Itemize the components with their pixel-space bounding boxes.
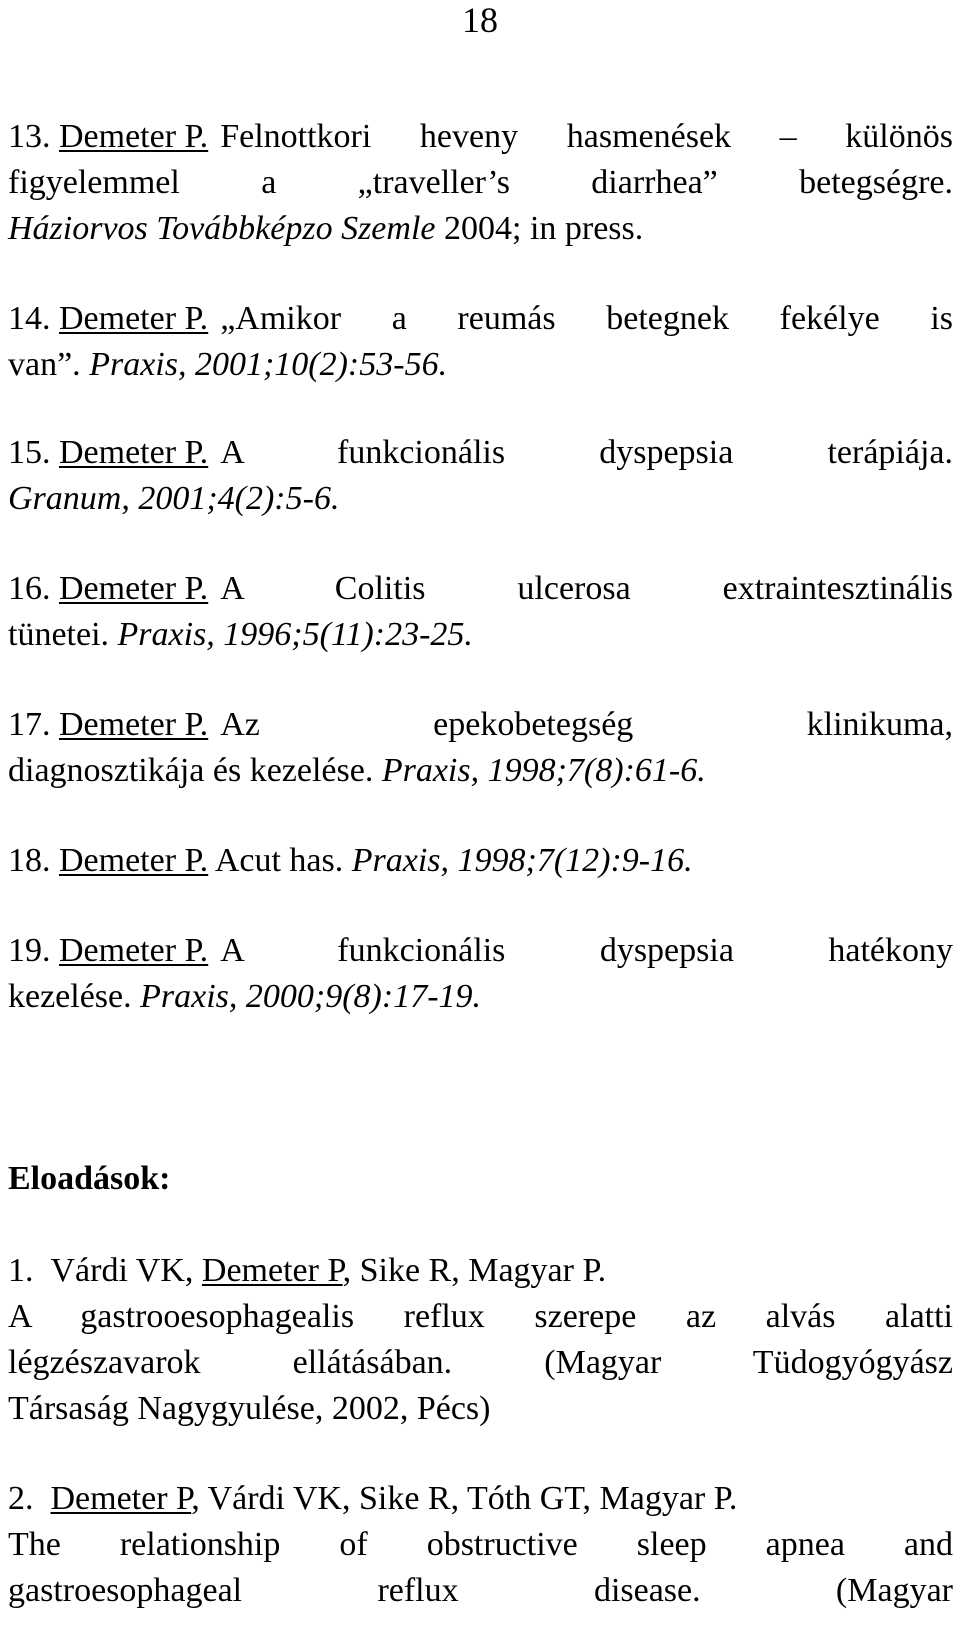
publication-13 [8,114,953,252]
lecture-1-line1 [8,1248,953,1294]
pub-17-number: 17. [8,706,51,743]
pub-14-line1 [8,296,953,342]
lecture-1-line2: A gastrooesophagealis reflux szerepe az alvás alatti [8,1298,953,1335]
lecture-1-authors-post: , Sike R, Magyar P. [342,1252,607,1289]
pub-18-number: 18. [8,842,51,879]
publication-16 [8,566,953,658]
publication-19 [8,928,953,1020]
lecture-1-line3: légzészavarok ellátásában. (Magyar Tüdogyógyász [8,1344,953,1381]
pub-17-author: Demeter P. [59,706,209,743]
publication-15 [8,430,953,522]
pub-16-title-a: A Colitis ulcerosa extraintesztinális [220,570,953,607]
lecture-1-authors-pre: Várdi VK, [50,1252,194,1289]
lecture-1-author: Demeter P [201,1252,343,1289]
pub-13-journal: Háziorvos Továbbképzo Szemle [8,210,436,247]
lecture-2-line3: gastroesophageal reflux disease. (Magyar [8,1572,953,1609]
pub-17-line1 [8,702,953,748]
lecture-2-line2: The relationship of obstructive sleep apnea and [8,1526,953,1563]
pub-19-number: 19. [8,932,51,969]
lecture-2-line1 [8,1476,953,1522]
pub-18-title: Acut has. [214,842,344,879]
pub-15-line1 [8,430,953,476]
lecture-1-number: 1. [8,1252,34,1289]
publication-18 [8,838,953,884]
lecture-2 [8,1476,953,1614]
pub-16-author: Demeter P. [59,570,209,607]
lecture-1 [8,1248,953,1432]
pub-18-author: Demeter P. [59,842,209,879]
pub-17-journal: Praxis, 1998;7(8):61-6. [381,752,706,789]
pub-16-number: 16. [8,570,51,607]
lecture-2-author: Demeter P [50,1480,192,1517]
pub-14-line2 [8,342,953,388]
pub-15-number: 15. [8,434,51,471]
page-number: 18 [462,0,498,40]
pub-15-journal: Granum, 2001;4(2):5-6. [8,480,340,517]
lecture-2-number: 2. [8,1480,34,1517]
pub-14-journal: Praxis, 2001;10(2):53-56. [89,346,448,383]
pub-16-title-b: tünetei. [8,616,110,653]
pub-14-title-b: van”. [8,346,81,383]
pub-15-author: Demeter P. [59,434,209,471]
pub-13-line2: figyelemmel a „traveller’s diarrhea” betegségre. [8,164,953,201]
pub-18-line1 [8,838,953,884]
pub-16-journal: Praxis, 1996;5(11):23-25. [117,616,473,653]
lecture-2-authors-post: , Várdi VK, Sike R, Tóth GT, Magyar P. [191,1480,738,1517]
lectures-heading: Eloadások: [8,1160,171,1197]
pub-18-journal: Praxis, 1998;7(12):9-16. [351,842,693,879]
pub-17-title-b: diagnosztikája és kezelése. [8,752,374,789]
pub-13-tail: 2004; in press. [444,210,644,247]
pub-13-line1 [8,114,953,160]
publication-14 [8,296,953,388]
pub-19-line1 [8,928,953,974]
pub-19-title-b: kezelése. [8,978,132,1015]
pub-19-title-a: A funkcionális dyspepsia hatékony [220,932,953,969]
pub-13-author: Demeter P. [59,118,209,155]
pub-19-journal: Praxis, 2000;9(8):17-19. [140,978,482,1015]
pub-13-line3 [8,206,953,252]
pub-14-title-a: „Amikor a reumás betegnek fekélye is [220,300,953,337]
pub-16-line2 [8,612,953,658]
pub-13-title-a: Felnottkori heveny hasmenések – különös [220,118,953,155]
pub-14-number: 14. [8,300,51,337]
pub-16-line1 [8,566,953,612]
lecture-1-line4: Társaság Nagygyulése, 2002, Pécs) [8,1390,491,1427]
publication-17 [8,702,953,794]
pub-17-title-a: Az epekobetegség klinikuma, [220,706,953,743]
pub-19-author: Demeter P. [59,932,209,969]
pub-15-title-a: A funkcionális dyspepsia terápiája. [220,434,953,471]
pub-17-line2 [8,748,953,794]
pub-13-number: 13. [8,118,51,155]
pub-14-author: Demeter P. [59,300,209,337]
pub-19-line2 [8,974,953,1020]
